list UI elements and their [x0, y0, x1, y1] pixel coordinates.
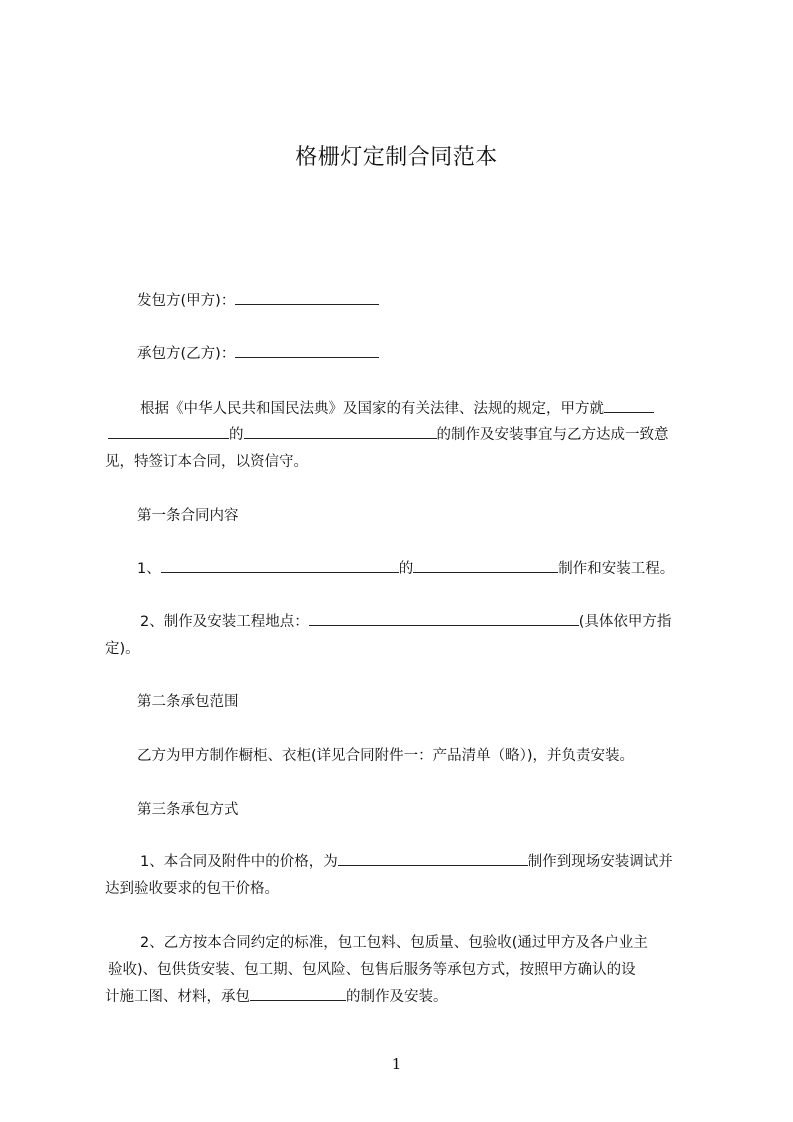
party-b-blank[interactable]: [235, 343, 379, 358]
article-1-item-1: [137, 558, 674, 580]
article-3-item-1-cont: 达到验收要求的包干价格。: [105, 881, 279, 897]
intro-text-2a: 的: [229, 427, 244, 443]
art3-item2-l3-prefix: 计施工图、材料，承包: [105, 989, 250, 1005]
party-a-label: 发包方(甲方)：: [137, 293, 236, 309]
intro-line-2: [108, 424, 669, 446]
art3-item2-l3-suffix: 的制作及安装。: [346, 989, 448, 1005]
article-1-heading: 第一条合同内容: [137, 508, 239, 524]
party-a-line: [137, 290, 379, 312]
party-b-label: 承包方(乙方)：: [137, 346, 236, 362]
article-3-item-2-line-2: 验收)、包供货安装、包工期、包风险、包售后服务等承包方式，按照甲方确认的设: [108, 962, 636, 978]
art3-item1-blank[interactable]: [338, 851, 528, 866]
article-2-text: 乙方为甲方制作橱柜、衣柜(详见合同附件一：产品清单（略）)，并负责安装。: [137, 748, 635, 764]
article-3-heading: 第三条承包方式: [137, 802, 239, 818]
art1-item2-suffix: (具体依甲方指: [578, 614, 672, 630]
art3-item1-prefix: 1、本合同及附件中的价格，为: [140, 854, 338, 870]
intro-line-3: [105, 451, 308, 473]
page-number: 1: [391, 1055, 402, 1073]
party-b-line: [137, 343, 379, 365]
intro-blank-3[interactable]: [244, 424, 437, 439]
intro-blank-1[interactable]: [604, 398, 654, 413]
art1-item2-prefix: 2、制作及安装工程地点：: [140, 614, 309, 630]
article-3-item-2-line-3: [105, 986, 448, 1008]
art3-item1-suffix: 制作到现场安装调试并: [527, 854, 673, 870]
art1-item1-blank-2[interactable]: [413, 558, 558, 573]
art3-item2-blank[interactable]: [250, 986, 346, 1001]
intro-text-3: 见，特签订本合同，以资信守。: [105, 454, 308, 470]
article-1-item-2: [140, 611, 671, 633]
party-a-blank[interactable]: [235, 290, 379, 305]
art1-item1-suffix: 制作和安装工程。: [558, 561, 675, 577]
article-3-item-2-line-1: 2、乙方按本合同约定的标准，包工包料、包质量、包验收(通过甲方及各户业主: [140, 935, 648, 951]
art1-item1-mid: 的: [398, 561, 414, 577]
intro-blank-2[interactable]: [108, 424, 229, 439]
intro-line-1: [140, 398, 654, 420]
document-title: 格栅灯定制合同范本: [295, 145, 498, 170]
intro-text-2b: 的制作及安装事宜与乙方达成一致意: [436, 427, 669, 443]
art1-item2-blank[interactable]: [309, 611, 579, 626]
article-3-item-1: [140, 851, 673, 873]
article-2-heading: 第二条承包范围: [137, 694, 239, 710]
article-1-item-2-cont: 定)。: [105, 641, 140, 657]
art1-item1-prefix: 1、: [137, 561, 161, 577]
art1-item1-blank-1[interactable]: [161, 558, 399, 573]
intro-text-1: 根据《中华人民共和国民法典》及国家的有关法律、法规的规定，甲方就: [140, 401, 604, 417]
